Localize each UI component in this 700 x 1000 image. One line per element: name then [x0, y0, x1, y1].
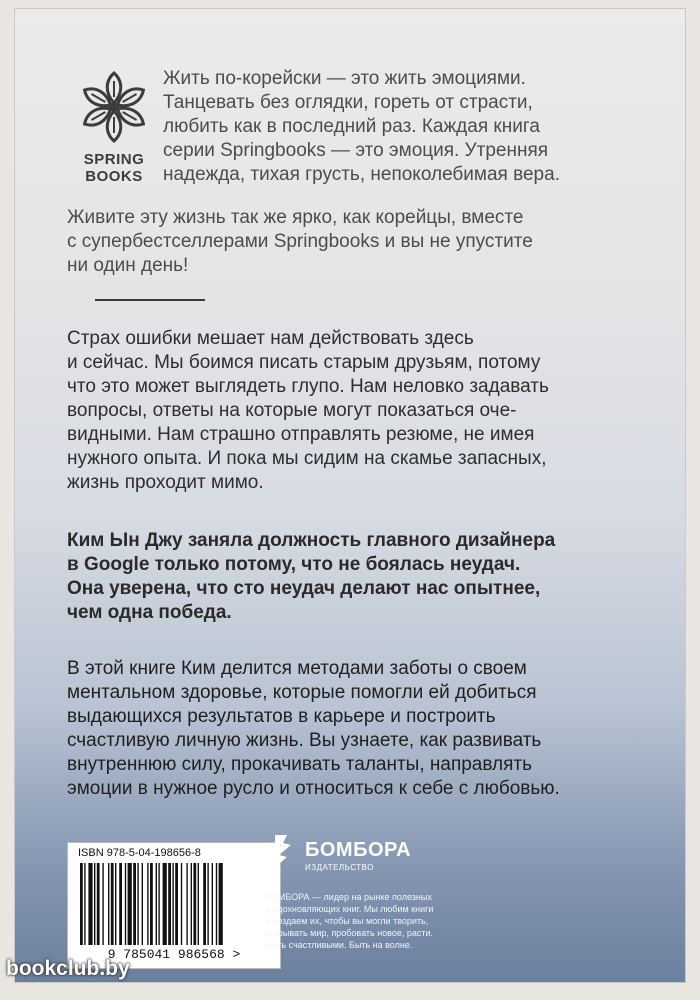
text-line: и вдохновляющих книг. Мы любим книги — [265, 904, 434, 914]
text-line: жизнь проходит мимо. — [67, 472, 264, 493]
logo-line-1: SPRING — [83, 151, 145, 168]
text-line: эмоции в нужное русло и относиться к себе с любовью. — [67, 778, 560, 799]
text-line: внутреннюю силу, прокачивать таланты, направлять — [67, 754, 532, 775]
series-paragraph — [67, 206, 687, 278]
intro-paragraph — [163, 67, 683, 187]
springbooks-logo — [69, 67, 159, 187]
text-line: Она уверена, что сто неудач делают нас опытнее, — [67, 578, 541, 599]
text-line: что это может выглядеть глупо. Нам неловко задавать — [67, 376, 549, 397]
publisher-logo — [265, 831, 465, 891]
author-paragraph — [67, 529, 687, 625]
text-line: открывать мир, пробовать новое, расти. — [265, 928, 434, 938]
text-line: с супербестселлерами Springbooks и вы не упустите — [67, 231, 533, 252]
publisher-description — [265, 891, 465, 951]
logo-line-2: BOOKS — [85, 168, 143, 185]
barcode-bars — [78, 863, 270, 945]
text-line: выдающихся результатов в карьере и построить — [67, 706, 496, 727]
text-line: вопросы, ответы на которые могут показаться оче- — [67, 400, 517, 421]
text-line: надежда, тихая грусть, непоколебимая вера. — [163, 164, 560, 185]
text-line: нужного опыта. И пока мы сидим на скамье запасных, — [67, 448, 547, 469]
publisher-subtitle: ИЗДАТЕЛЬСТВО — [305, 863, 374, 872]
book-back-cover — [14, 8, 686, 983]
text-line: Живите эту жизнь так же ярко, как корейцы, вместе — [67, 207, 524, 228]
text-line: и сейчас. Мы боимся писать старым друзьям, потому — [67, 352, 541, 373]
text-line: Страх ошибки мешает нам действовать здесь — [67, 328, 474, 349]
text-line: Быть счастливыми. Быть на волне. — [265, 940, 413, 950]
text-line: счастливую личную жизнь. Вы узнаете, как развивать — [67, 730, 542, 751]
publisher-mark-icon — [265, 833, 301, 883]
text-line: чем одна победа. — [67, 602, 232, 623]
text-line: Жить по-корейски — это жить эмоциями. — [163, 68, 526, 89]
text-line: Танцевать без оглядки, гореть от страсти, — [163, 92, 533, 113]
barcode — [67, 842, 281, 969]
text-line: ни один день! — [67, 255, 189, 276]
text-line: БОМБОРА — лидер на рынке полезных — [265, 892, 432, 902]
text-line: В этой книге Ким делится методами заботы о своем — [67, 658, 527, 679]
publisher-name: БОМБОРА — [305, 839, 412, 861]
fear-paragraph — [67, 327, 687, 495]
divider-line — [95, 299, 205, 301]
text-line: и создаем их, чтобы вы могли творить, — [265, 916, 429, 926]
logo-text — [69, 151, 159, 185]
text-line: видными. Нам страшно отправлять резюме, не имея — [67, 424, 535, 445]
watermark: bookclub.by — [6, 957, 130, 980]
isbn-text: ISBN 978-5-04-198656-8 — [78, 847, 201, 859]
text-line: в Google только потому, что не боялась неудач. — [67, 554, 521, 575]
book-paragraph — [67, 657, 697, 801]
text-line: Ким Ын Джу заняла должность главного дизайнера — [67, 530, 556, 551]
text-line: серии Springbooks — это эмоция. Утренняя — [163, 140, 549, 161]
text-line: ментальном здоровье, которые помогли ей добиться — [67, 682, 537, 703]
text-line: любить как в последний раз. Каждая книга — [163, 116, 540, 137]
barcode-digits: 9 785041 986568 > — [107, 947, 241, 962]
flower-icon — [69, 67, 159, 149]
